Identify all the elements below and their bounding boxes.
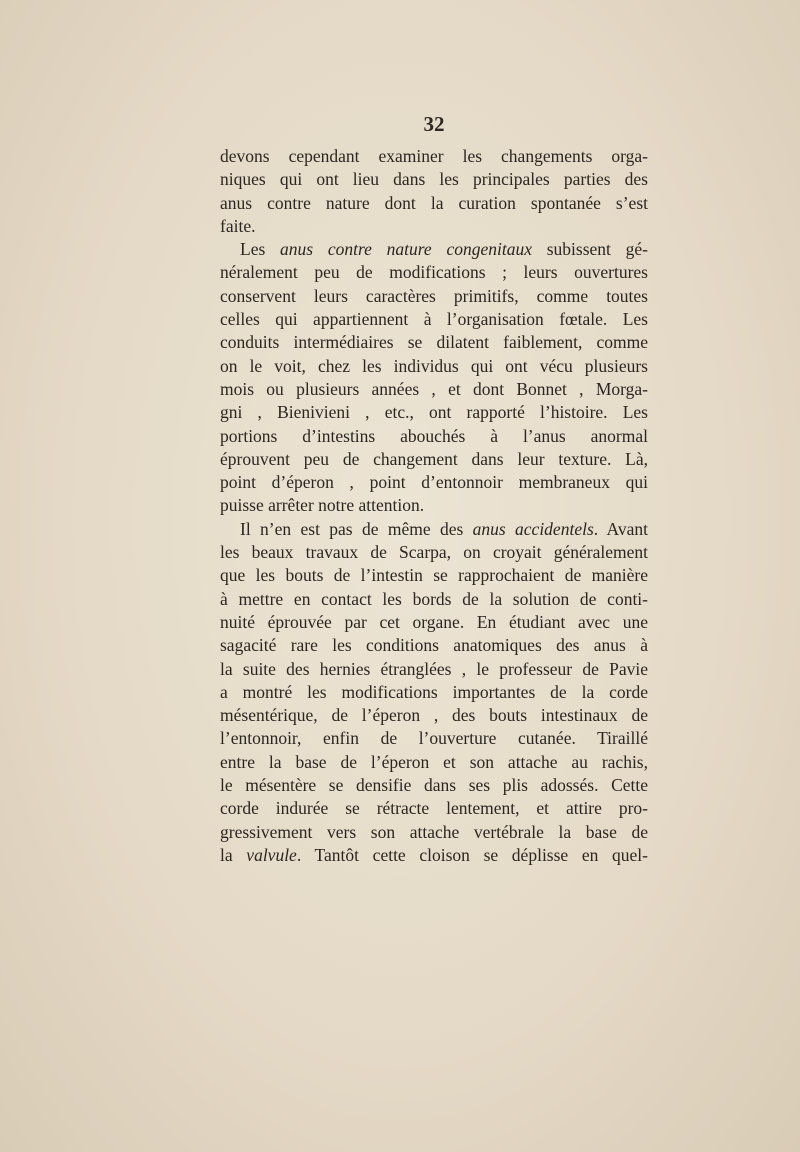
text-segment: . Avant <box>593 518 648 539</box>
text-line <box>220 658 648 681</box>
text-line <box>220 797 648 820</box>
text-segment: celles qui appartiennent à l’organisation fœtale. Les <box>220 309 648 330</box>
text-line <box>220 611 648 634</box>
text-segment: point d’éperon , point d’entonnoir membraneux qui <box>220 472 648 493</box>
text-segment: les beaux travaux de Scarpa, on croyait généralement <box>220 542 648 563</box>
text-line <box>220 727 648 750</box>
text-segment: conduits intermédiaires se dilatent faiblement, comme <box>220 332 648 353</box>
text-segment: portions d’intestins abouchés à l’anus anormal <box>220 425 648 446</box>
text-segment: devons cependant examiner les changements orga- <box>220 146 648 166</box>
body-text <box>220 145 648 867</box>
text-line <box>220 308 648 331</box>
text-line <box>220 238 648 261</box>
text-line <box>220 564 648 587</box>
text-segment: éprouvent peu de changement dans leur texture. Là, <box>220 448 648 469</box>
text-line <box>220 425 648 448</box>
text-line <box>220 285 648 308</box>
text-line <box>220 588 648 611</box>
text-segment: sagacité rare les conditions anatomiques des anus à <box>220 635 648 656</box>
italic-text: anus contre nature congenitaux <box>280 239 532 260</box>
text-line <box>220 471 648 494</box>
text-line <box>220 378 648 401</box>
text-segment: corde indurée se rétracte lentement, et attire pro- <box>220 798 648 819</box>
page-number: 32 <box>423 112 445 136</box>
text-segment: gressivement vers son attache vertébrale la base de <box>220 821 648 842</box>
text-line <box>220 751 648 774</box>
text-segment: . Tantôt cette cloison se déplisse en quel- <box>296 844 648 865</box>
text-segment: entre la base de l’éperon et son attache au rachis, <box>220 751 648 772</box>
text-segment: gni , Bienivieni , etc., ont rapporté l’histoire. Les <box>220 402 648 423</box>
text-line <box>220 774 648 797</box>
italic-text: anus accidentels <box>472 518 594 539</box>
text-segment: on le voit, chez les individus qui ont vécu plusieurs <box>220 355 648 376</box>
text-line <box>220 448 648 471</box>
text-segment: à mettre en contact les bords de la solution de conti- <box>220 588 648 609</box>
text-line <box>220 494 648 517</box>
text-line <box>220 401 648 424</box>
text-segment: faite. <box>220 215 256 236</box>
text-line <box>220 681 648 704</box>
text-segment: la suite des hernies étranglées , le professeur de Pavie <box>220 658 648 679</box>
text-line <box>220 518 648 541</box>
text-segment: mois ou plusieurs années , et dont Bonnet , Morga- <box>220 378 648 399</box>
text-segment: le mésentère se densifie dans ses plis adossés. Cette <box>220 775 648 796</box>
text-segment: nuité éprouvée par cet organe. En étudiant avec une <box>220 611 648 632</box>
text-segment: mésentérique, de l’éperon , des bouts intestinaux de <box>220 705 648 726</box>
text-line <box>220 355 648 378</box>
text-segment: Il n’en est pas de même des <box>240 518 473 539</box>
text-line <box>220 844 648 867</box>
text-segment: conservent leurs caractères primitifs, comme toutes <box>220 285 648 306</box>
text-segment: que les bouts de l’intestin se rapprochaient de manière <box>220 565 648 586</box>
text-segment: Les <box>240 239 281 260</box>
text-line <box>220 541 648 564</box>
text-segment: a montré les modifications importantes de la corde <box>220 681 648 702</box>
text-line <box>220 192 648 215</box>
text-segment: l’entonnoir, enfin de l’ouverture cutanée. Tiraillé <box>220 728 648 749</box>
text-segment: subissent gé- <box>531 239 648 260</box>
text-segment: puisse arrêter notre attention. <box>220 495 425 516</box>
italic-text: valvule <box>246 844 297 865</box>
text-line <box>220 634 648 657</box>
text-line <box>220 215 648 238</box>
text-line <box>220 704 648 727</box>
text-line <box>220 331 648 354</box>
text-line <box>220 168 648 191</box>
text-segment: néralement peu de modifications ; leurs ouvertures <box>220 262 648 283</box>
text-line <box>220 821 648 844</box>
text-segment: anus contre nature dont la curation spontanée s’est <box>220 192 648 213</box>
text-line <box>220 261 648 284</box>
text-line <box>220 145 648 168</box>
text-segment: niques qui ont lieu dans les principales parties des <box>220 169 648 190</box>
text-segment: la <box>220 844 247 865</box>
